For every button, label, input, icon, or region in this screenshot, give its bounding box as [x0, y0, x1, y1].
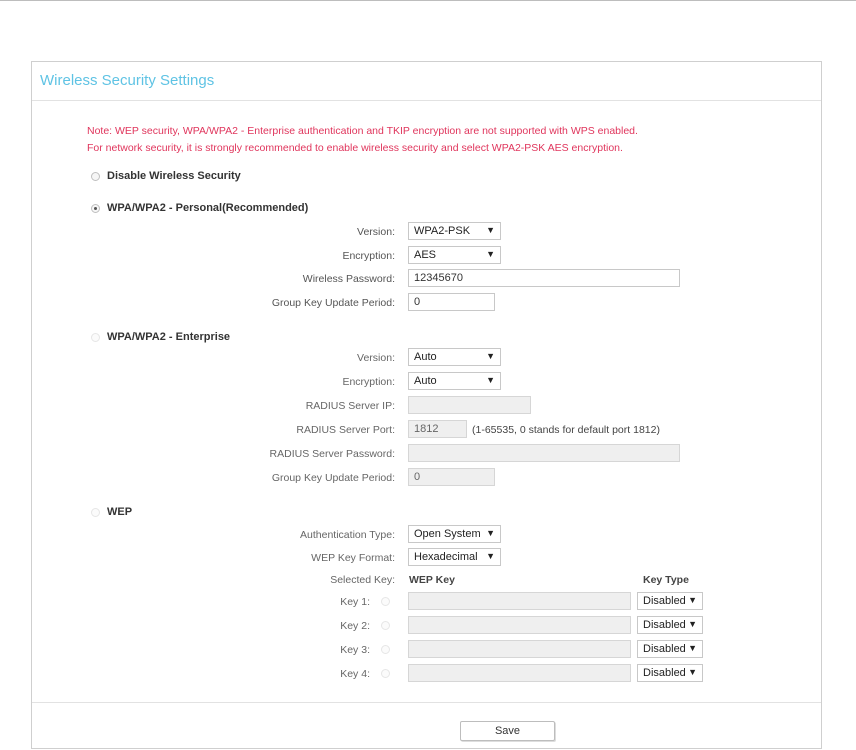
- personal-encryption-label: Encryption:: [342, 250, 395, 262]
- enterprise-group-key-label: Group Key Update Period:: [271, 472, 395, 484]
- key-2-radio[interactable]: [381, 621, 390, 630]
- wpa-enterprise-label[interactable]: WPA/WPA2 - Enterprise: [107, 331, 231, 343]
- enterprise-version-value: Auto: [414, 351, 437, 363]
- key-1-input[interactable]: [408, 592, 631, 610]
- enterprise-encryption-label: Encryption:: [342, 376, 395, 388]
- radius-port-input[interactable]: 1812: [408, 420, 467, 438]
- wpa-personal-radio[interactable]: [91, 204, 100, 213]
- key-1-type-value: Disabled: [643, 595, 686, 607]
- wep-key-format-label: WEP Key Format:: [311, 552, 395, 564]
- title-divider: [32, 100, 821, 101]
- wep-key-column-header: WEP Key: [409, 574, 455, 586]
- radius-password-label: RADIUS Server Password:: [269, 448, 395, 460]
- key-2-input[interactable]: [408, 616, 631, 634]
- enterprise-version-label: Version:: [357, 352, 395, 364]
- auth-type-label: Authentication Type:: [300, 529, 395, 541]
- wep-key-format-value: Hexadecimal: [414, 551, 478, 563]
- auth-type-select[interactable]: [408, 525, 501, 543]
- personal-version-value: WPA2-PSK: [414, 225, 471, 237]
- chevron-down-icon: ▼: [486, 225, 495, 235]
- chevron-down-icon: ▼: [688, 619, 697, 629]
- disable-security-label[interactable]: Disable Wireless Security: [107, 170, 241, 182]
- chevron-down-icon: ▼: [486, 249, 495, 259]
- chevron-down-icon: ▼: [486, 551, 495, 561]
- personal-group-key-label: Group Key Update Period:: [271, 297, 395, 309]
- key-1-label: Key 1:: [340, 596, 370, 608]
- radius-port-hint: (1-65535, 0 stands for default port 1812): [472, 424, 660, 436]
- wpa-personal-label[interactable]: WPA/WPA2 - Personal(Recommended): [107, 202, 309, 214]
- key-3-type-select[interactable]: [637, 640, 703, 658]
- enterprise-version-select[interactable]: [408, 348, 501, 366]
- save-button[interactable]: Save: [460, 721, 555, 741]
- auth-type-value: Open System: [414, 528, 481, 540]
- chevron-down-icon: ▼: [688, 595, 697, 605]
- radius-password-input[interactable]: [408, 444, 680, 462]
- chevron-down-icon: ▼: [486, 375, 495, 385]
- key-3-label: Key 3:: [340, 644, 370, 656]
- personal-encryption-select[interactable]: [408, 246, 501, 264]
- wireless-security-panel: [31, 61, 822, 749]
- key-4-label: Key 4:: [340, 668, 370, 680]
- key-3-radio[interactable]: [381, 645, 390, 654]
- note-line-2: For network security, it is strongly recommended to enable wireless security and select WPA2-PSK AES encryption.: [87, 142, 623, 154]
- key-4-type-value: Disabled: [643, 667, 686, 679]
- enterprise-encryption-value: Auto: [414, 375, 437, 387]
- radius-ip-label: RADIUS Server IP:: [305, 400, 395, 412]
- key-3-type-value: Disabled: [643, 643, 686, 655]
- personal-version-select[interactable]: [408, 222, 501, 240]
- key-4-type-select[interactable]: [637, 664, 703, 682]
- key-1-radio[interactable]: [381, 597, 390, 606]
- key-2-type-select[interactable]: [637, 616, 703, 634]
- disable-security-radio[interactable]: [91, 172, 100, 181]
- chevron-down-icon: ▼: [486, 528, 495, 538]
- personal-version-label: Version:: [357, 226, 395, 238]
- wireless-password-input[interactable]: 12345670: [408, 269, 680, 287]
- key-2-label: Key 2:: [340, 620, 370, 632]
- wep-label[interactable]: WEP: [107, 506, 133, 518]
- key-4-input[interactable]: [408, 664, 631, 682]
- wpa-enterprise-radio[interactable]: [91, 333, 100, 342]
- chevron-down-icon: ▼: [688, 667, 697, 677]
- wireless-password-label: Wireless Password:: [302, 273, 395, 285]
- enterprise-encryption-select[interactable]: [408, 372, 501, 390]
- key-2-type-value: Disabled: [643, 619, 686, 631]
- radius-port-label: RADIUS Server Port:: [296, 424, 395, 436]
- wep-key-format-select[interactable]: [408, 548, 501, 566]
- chevron-down-icon: ▼: [486, 351, 495, 361]
- radius-ip-input[interactable]: [408, 396, 531, 414]
- key-type-column-header: Key Type: [643, 574, 689, 586]
- personal-group-key-input[interactable]: 0: [408, 293, 495, 311]
- footer-divider: [32, 702, 821, 703]
- key-3-input[interactable]: [408, 640, 631, 658]
- selected-key-label: Selected Key:: [330, 574, 395, 586]
- enterprise-group-key-input[interactable]: 0: [408, 468, 495, 486]
- panel-title: Wireless Security Settings: [40, 72, 215, 89]
- top-border: [0, 0, 856, 1]
- chevron-down-icon: ▼: [688, 643, 697, 653]
- wep-radio[interactable]: [91, 508, 100, 517]
- key-4-radio[interactable]: [381, 669, 390, 678]
- note-line-1: Note: WEP security, WPA/WPA2 - Enterprise authentication and TKIP encryption are not supported with WPS enabled.: [87, 125, 638, 137]
- key-1-type-select[interactable]: [637, 592, 703, 610]
- personal-encryption-value: AES: [414, 249, 437, 261]
